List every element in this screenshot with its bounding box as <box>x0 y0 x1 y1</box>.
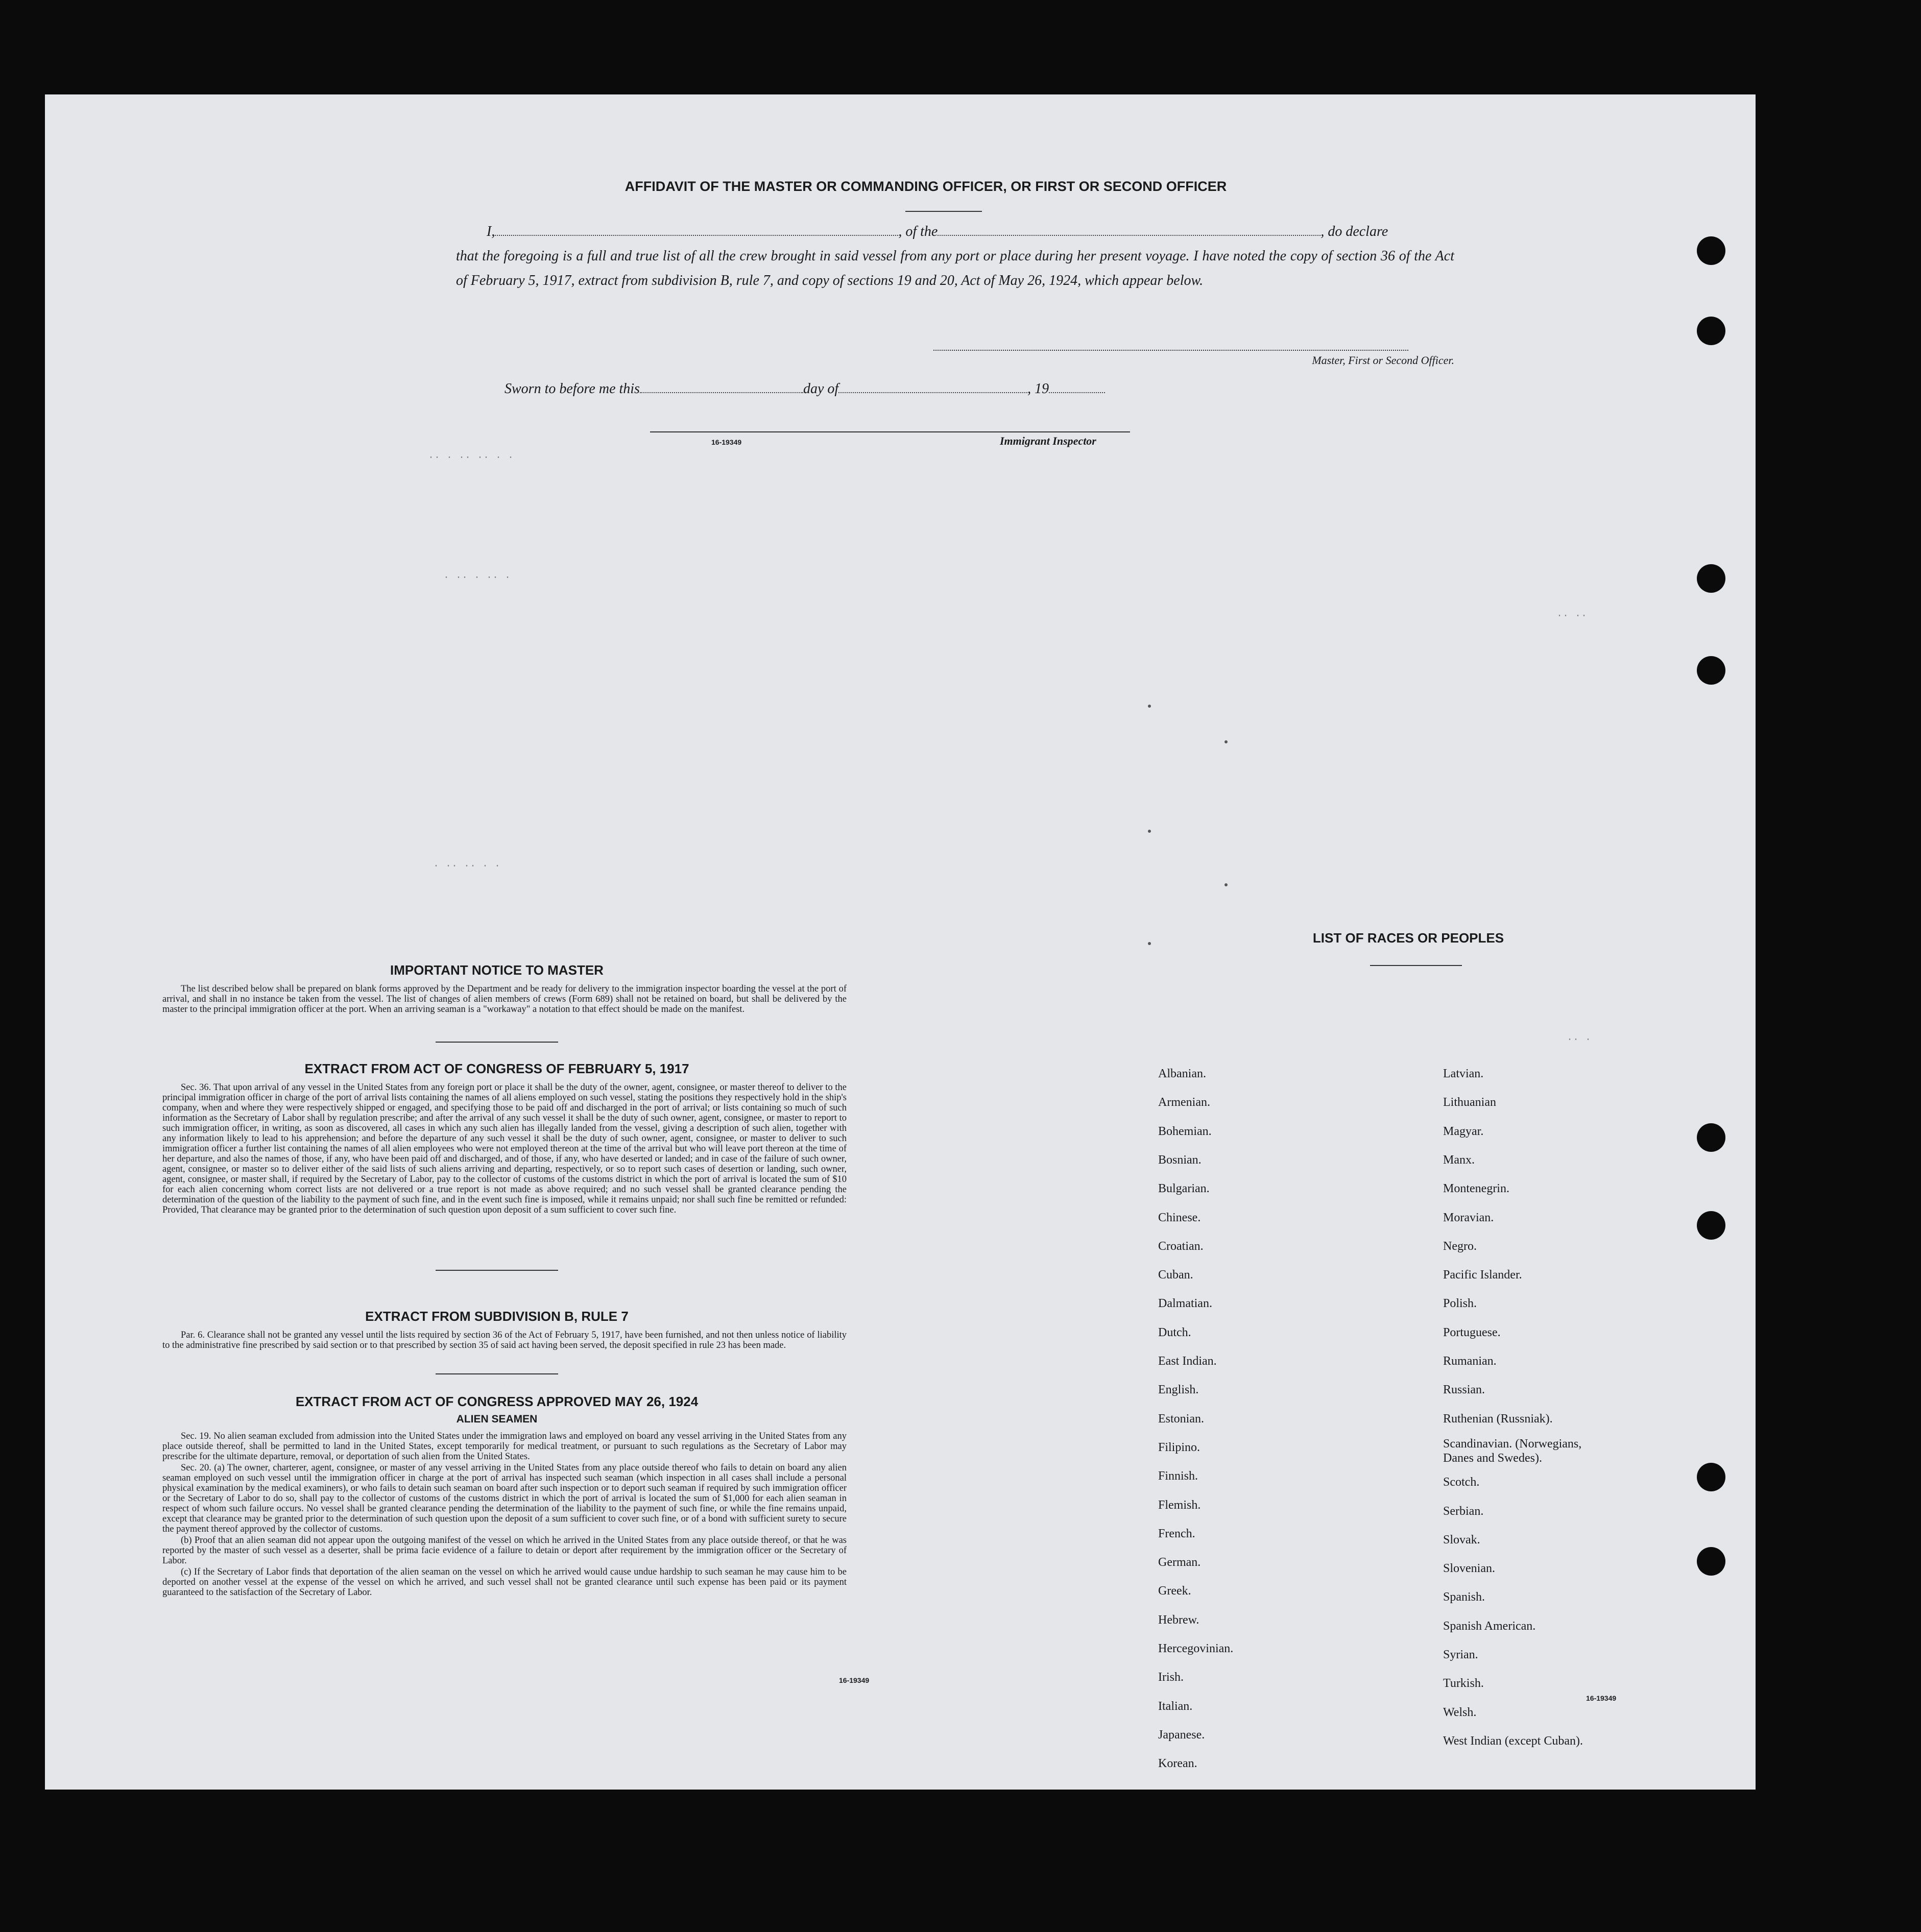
race-item: Russian. <box>1443 1383 1485 1397</box>
of-the-label: , of the <box>898 224 938 239</box>
race-item: Pacific Islander. <box>1443 1268 1522 1282</box>
sworn-label: Sworn to before me this <box>505 381 640 397</box>
form-number: 16-19349 <box>839 1676 870 1684</box>
race-item: Bulgarian. <box>1158 1182 1210 1196</box>
section-20b-paragraph: (b) Proof that an alien seaman did not appear upon the outgoing manifest of the vessel on which he arrived in the United States from any place outside thereof, or that he was reported by the master of such vessel as a deserter, shall be prima facie evidence of a failure to detain or deport after requirement by the immigration officer or the Secretary of Labor. <box>162 1535 847 1566</box>
bleed-through-text: ·· · <box>1567 1034 1592 1046</box>
document-page <box>45 94 1756 1790</box>
bleed-through-text: · ·· ·· · · <box>433 860 501 872</box>
punch-hole <box>1697 1547 1725 1576</box>
punch-hole <box>1697 564 1725 593</box>
declare-label: , do declare <box>1320 224 1388 239</box>
race-item: East Indian. <box>1158 1355 1217 1368</box>
race-item: Ruthenian (Russniak). <box>1443 1412 1553 1426</box>
punch-hole <box>1697 317 1725 345</box>
notice-text <box>162 984 847 1016</box>
race-item: Spanish American. <box>1443 1619 1536 1633</box>
races-title: LIST OF RACES OR PEOPLES <box>1312 930 1504 946</box>
race-item: Hercegovinian. <box>1158 1642 1234 1655</box>
race-item: Slovenian. <box>1443 1562 1495 1576</box>
rule7-text <box>162 1330 847 1351</box>
bleed-through-text: ·· ·· <box>1556 610 1588 622</box>
race-item: Dalmatian. <box>1158 1297 1212 1311</box>
race-item: Greek. <box>1158 1584 1191 1598</box>
sworn-day-field[interactable] <box>640 381 803 393</box>
inspector-signature-line[interactable] <box>650 431 1130 432</box>
divider <box>1370 965 1462 966</box>
race-item: Armenian. <box>1158 1096 1210 1109</box>
i-label: I, <box>487 224 495 239</box>
extract-1924-text <box>162 1431 847 1599</box>
race-item: Polish. <box>1443 1297 1477 1311</box>
race-item: Spanish. <box>1443 1590 1485 1604</box>
race-item: Italian. <box>1158 1699 1193 1713</box>
extract-1924-title: EXTRACT FROM ACT OF CONGRESS APPROVED MAY 26, 1924 <box>295 1394 699 1409</box>
affidavit-body: that the foregoing is a full and true list of all the crew brought in said vessel from any port or place during her present voyage. I have noted the copy of section 36 of the Act of February 5, 1917, extract from subdivision B, rule 7, and copy of sections 19 and 20, Act of May 26, 1924, which appear below. <box>456 248 1454 288</box>
race-item: Japanese. <box>1158 1728 1205 1742</box>
race-item: Montenegrin. <box>1443 1182 1509 1196</box>
race-item: Scandinavian. (Norwegians, Danes and Swedes). <box>1443 1437 1582 1465</box>
day-of-label: day of <box>803 381 839 397</box>
dot-mark <box>1148 830 1151 833</box>
race-item: Irish. <box>1158 1671 1184 1684</box>
dot-mark <box>1224 740 1228 743</box>
sworn-line <box>505 377 1194 401</box>
dot-mark <box>1148 942 1151 945</box>
divider <box>905 211 982 212</box>
race-item: Rumanian. <box>1443 1355 1497 1368</box>
bleed-through-text: · ·· · ·· · <box>443 572 511 584</box>
extract-1917-text <box>162 1082 847 1216</box>
race-item: Flemish. <box>1158 1498 1201 1512</box>
race-item: Portuguese. <box>1443 1325 1501 1339</box>
vessel-field[interactable] <box>938 224 1320 236</box>
race-item: Serbian. <box>1443 1504 1484 1518</box>
bleed-through-text: ·· · ·· ·· · · <box>428 452 514 464</box>
name-field[interactable] <box>495 224 898 236</box>
punch-hole <box>1697 236 1725 265</box>
race-item: Albanian. <box>1158 1067 1206 1080</box>
race-item: Scotch. <box>1443 1476 1480 1489</box>
race-item: Welsh. <box>1443 1705 1477 1719</box>
race-item: Dutch. <box>1158 1325 1191 1339</box>
punch-hole <box>1697 1123 1725 1152</box>
race-item: French. <box>1158 1527 1195 1540</box>
race-item: Magyar. <box>1443 1124 1484 1138</box>
sworn-year-field[interactable] <box>1049 381 1105 393</box>
section-20c-paragraph: (c) If the Secretary of Labor finds that deportation of the alien seaman on the vessel on which he arrived would cause undue hardship to such seaman he may cause him to be deported on another vessel at the expense of the vessel on which he arrived, and such vessel shall not be granted clearance until such expense has been paid or its payment guaranteed to the satisfaction of the Secretary of Labor. <box>162 1567 847 1598</box>
race-item: Finnish. <box>1158 1469 1198 1483</box>
rule7-paragraph: Par. 6. Clearance shall not be granted any vessel until the lists required by section 36 of the Act of February 5, 1917, have been furnished, and not then unless notice of liability to the administrative fine prescribed by said section or to that prescribed by section 35 of said act having been served, the deposit specified in rule 23 has been made. <box>162 1330 847 1350</box>
affidavit-declaration-line <box>456 220 1454 244</box>
alien-seamen-subtitle: ALIEN SEAMEN <box>456 1413 538 1425</box>
race-item: Cuban. <box>1158 1268 1193 1282</box>
punch-hole <box>1697 1211 1725 1240</box>
race-item: English. <box>1158 1383 1199 1397</box>
divider <box>436 1373 558 1374</box>
race-item: Bohemian. <box>1158 1124 1212 1138</box>
year-label: , 19 <box>1027 381 1049 397</box>
race-item: Moravian. <box>1443 1211 1494 1224</box>
form-number: 16-19349 <box>711 438 742 446</box>
divider <box>436 1270 558 1271</box>
form-number: 16-19349 <box>1586 1694 1617 1702</box>
race-item: West Indian (except Cuban). <box>1443 1734 1583 1748</box>
race-item: Slovak. <box>1443 1533 1480 1547</box>
punch-hole <box>1697 656 1725 685</box>
punch-hole <box>1697 1463 1725 1491</box>
race-item: Latvian. <box>1443 1067 1484 1080</box>
race-item: Estonian. <box>1158 1412 1204 1426</box>
race-item: Korean. <box>1158 1757 1197 1771</box>
section-36-paragraph: Sec. 36. That upon arrival of any vessel in the United States from any foreign port or place it shall be the duty of the owner, agent, consignee, or master thereof to deliver to the principal immigration officer in charge of the port of arrival lists containing the names of all aliens employed on such vessel, stating the positions they respectively hold in the ship's company, when and where they were respectively shipped or engaged, and specifying those to be paid off and discharged in the port of arrival; or lists containing so much of such information as the Secretary of Labor shall by regulation prescribe; and after the arrival of any such vessel it shall be the duty of such owner, agent, consignee, or master to report to such immigration officer, in writing, as soon as discovered, all cases in which any such alien has illegally landed from the vessel, giving a description of such alien, together with any information likely to lead to his apprehension; and before the departure of any such vessel it shall be the duty of such owner, agent, consignee, or master to deliver to such immigration officer a further list containing the names of all alien employees who were not employed thereon at the time of the arrival but who will leave port thereon at the time of her departure, and also the names of those, if any, who have been paid off and discharged, and of those, if any, who have deserted or landed; and in case of the failure of such owner, agent, consignee, or master so to deliver either of the said lists of such aliens arriving and departing, respectively, or so to report such cases of desertion or landing, such owner, agent, consignee, or master shall, if required by the Secretary of Labor, pay to the collector of customs of the customs district in which the port of arrival is located the sum of $10 for each alien concerning whom correct lists are not delivered or a true report is not made as above required; and no such vessel shall be granted clearance pending the determination of the question of the liability to the payment of such fine, and in the event such fine is imposed, while it remains unpaid; nor shall such fine be remitted or refunded: Provided, That clearance may be granted prior to the determination of such question upon deposit of a sum sufficient to cover such fine. <box>162 1082 847 1215</box>
notice-paragraph: The list described below shall be prepared on blank forms approved by the Department and be ready for delivery to the immigration inspector boarding the vessel at the port of arrival, and shall in no instance be taken from the vessel. The list of changes of alien members of crews (Form 689) shall not be retained on board, but shall be delivered by the master to the principal immigration officer at the port. When an arriving seaman is a "workaway" a notation to that effect should be made on the manifest. <box>162 984 847 1015</box>
sworn-month-field[interactable] <box>838 381 1027 393</box>
affidavit-title: AFFIDAVIT OF THE MASTER OR COMMANDING OFFICER, OR FIRST OR SECOND OFFICER <box>625 179 1227 194</box>
section-20a-paragraph: Sec. 20. (a) The owner, charterer, agent, consignee, or master of any vessel arriving in the United States from any place outside thereof who fails to detain on board any alien seaman employed on such vessel until the immigration officer in charge at the port of arrival has inspected such seaman (which inspection in all cases shall include a personal physical examination by the medical examiners), or who fails to detain such seaman on board after such inspection or to deport such seaman if required by such immigration officer or the Secretary of Labor to do so, shall pay to the collector of customs of the customs district in which the port of arrival is located the sum of $1,000 for each alien seaman in respect of whom such failure occurs. No vessel shall be granted clearance pending the determination of the liability to the payment of such fine, or while the fine remains unpaid, except that clearance may be granted prior to the determination of such question upon the deposit of a sum sufficient to cover such fine, or of a bond with sufficient surety to secure the payment thereof approved by the collector of customs. <box>162 1463 847 1534</box>
race-item: Lithuanian <box>1443 1096 1496 1109</box>
race-item: Turkish. <box>1443 1677 1484 1690</box>
notice-title: IMPORTANT NOTICE TO MASTER <box>390 962 604 978</box>
dot-mark <box>1224 883 1228 886</box>
race-item: German. <box>1158 1556 1201 1569</box>
master-label: Master, First or Second Officer. <box>1312 354 1454 367</box>
race-item: Negro. <box>1443 1239 1477 1253</box>
race-item: Croatian. <box>1158 1239 1204 1253</box>
race-item: Syrian. <box>1443 1648 1478 1661</box>
race-item: Bosnian. <box>1158 1153 1202 1167</box>
race-item: Manx. <box>1443 1153 1475 1167</box>
inspector-label: Immigrant Inspector <box>1000 434 1096 447</box>
dot-mark <box>1148 705 1151 708</box>
divider <box>436 1042 558 1043</box>
race-item: Chinese. <box>1158 1211 1201 1224</box>
race-item: Filipino. <box>1158 1440 1200 1454</box>
race-item: Hebrew. <box>1158 1613 1199 1627</box>
rule7-title: EXTRACT FROM SUBDIVISION B, RULE 7 <box>365 1309 629 1324</box>
extract-1917-title: EXTRACT FROM ACT OF CONGRESS OF FEBRUARY 5, 1917 <box>304 1061 689 1076</box>
section-19-paragraph: Sec. 19. No alien seaman excluded from admission into the United States under the immigration laws and employed on board any vessel arriving in the United States from any place outside thereof, shall be permitted to land in the United States, except temporarily for medical treatment, or pursuant to such regulations as the Secretary of Labor may prescribe for the ultimate departure, removal, or deportation of such alien from the United States. <box>162 1431 847 1462</box>
